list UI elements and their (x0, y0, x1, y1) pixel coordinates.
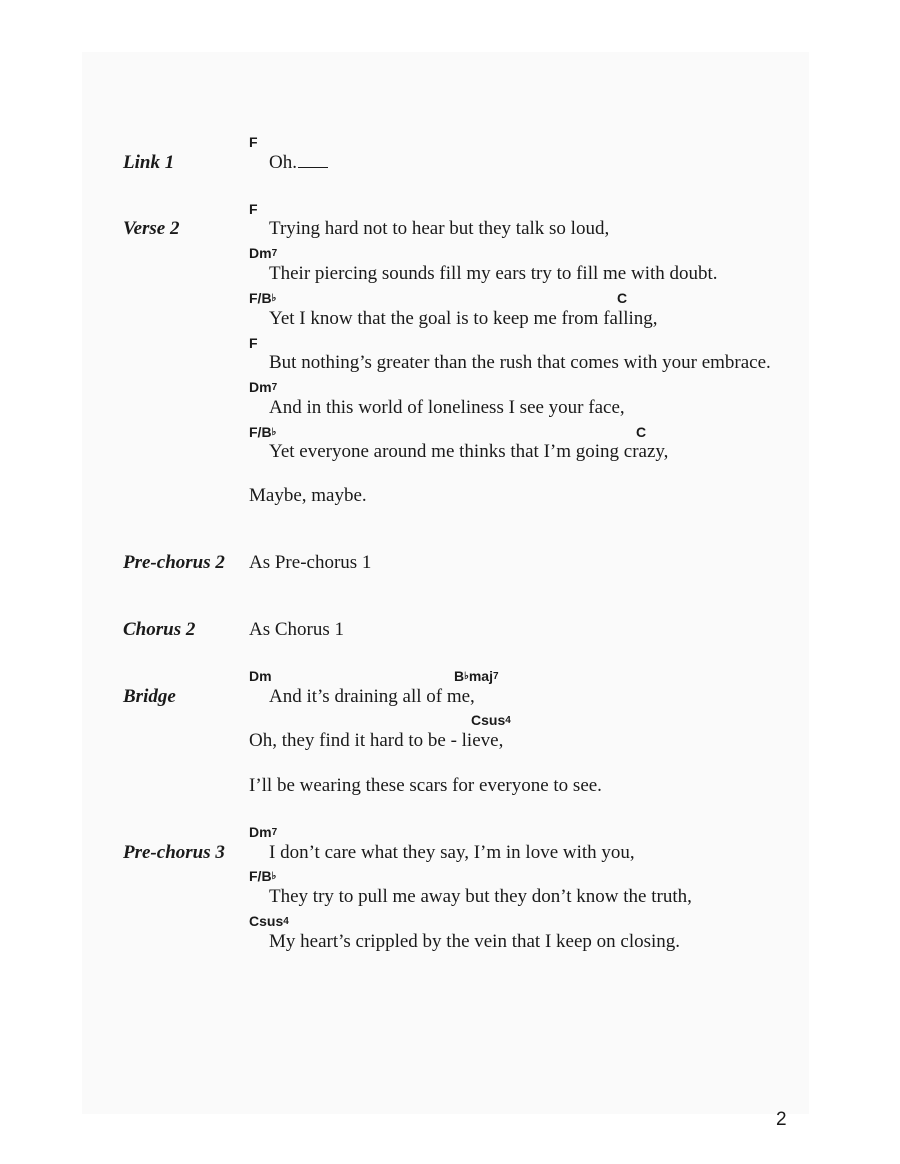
lyric-line: Yet everyone around me thinks that I’m going crazy, (269, 441, 669, 462)
section-reference: As Pre-chorus 1 (249, 552, 372, 573)
section-reference: As Chorus 1 (249, 619, 345, 640)
section-label-chorus2: Chorus 2 (123, 619, 196, 640)
chord-extension: 7 (271, 827, 278, 838)
chord-root: Dm (249, 824, 272, 840)
lyric-line: My heart’s crippled by the vein that I keep on closing. (269, 931, 681, 952)
chord (471, 712, 511, 728)
chord: F (249, 134, 258, 150)
lyric-text: Oh. (269, 152, 297, 173)
section-label-link1: Link 1 (123, 152, 175, 173)
chord (249, 424, 276, 440)
section-label-verse2: Verse 2 (123, 218, 180, 239)
chord-quality: maj (468, 668, 493, 684)
chord: F (249, 335, 258, 351)
chord-root: F/B (249, 424, 272, 440)
chord-root: F/B (249, 290, 272, 306)
lyric-line: And it’s draining all of me, (269, 686, 475, 707)
chord: Dm (249, 668, 272, 684)
chord-extension: 7 (492, 671, 499, 682)
page-sheet (82, 52, 809, 1114)
lyric-line: I’ll be wearing these scars for everyone to see. (249, 775, 602, 796)
lyric-line (269, 152, 328, 174)
chord-extension: 4 (283, 916, 289, 927)
lyric-line: Trying hard not to hear but they talk so loud, (269, 218, 610, 239)
lyric-line: Yet I know that the goal is to keep me from falling, (269, 308, 658, 329)
lyric-line: But nothing’s greater than the rush that comes with your embrace. (269, 352, 771, 373)
chord (454, 668, 499, 684)
chord-root: B (454, 668, 465, 684)
lyric-line: Their piercing sounds fill my ears try to fill me with doubt. (269, 263, 718, 284)
chord (249, 913, 289, 929)
lyric-line: Maybe, maybe. (249, 485, 367, 506)
chord-root: F/B (249, 868, 272, 884)
lyric-line: Oh, they find it hard to be - lieve, (249, 730, 504, 751)
chord-root: Dm (249, 379, 272, 395)
chord (249, 379, 277, 395)
chord-root: Csus (471, 712, 506, 728)
section-label-prechorus3: Pre-chorus 3 (123, 842, 225, 863)
chord-root: Csus (249, 913, 284, 929)
chord: C (636, 424, 647, 440)
chord (249, 868, 276, 884)
section-label-prechorus2: Pre-chorus 2 (123, 552, 225, 573)
chord-extension: 4 (505, 715, 511, 726)
chord (249, 290, 276, 306)
flat-sign: ♭ (271, 871, 277, 882)
lyric-line: They try to pull me away but they don’t know the truth, (269, 886, 692, 907)
section-label-bridge: Bridge (123, 686, 176, 707)
chord-root: Dm (249, 245, 272, 261)
chord: C (617, 290, 628, 306)
extension-line (298, 167, 328, 168)
chord (249, 824, 277, 840)
page-number: 2 (776, 1109, 787, 1130)
flat-sign: ♭ (464, 671, 469, 682)
chord: F (249, 201, 258, 217)
flat-sign: ♭ (271, 427, 277, 438)
chord-extension: 7 (271, 382, 278, 393)
chord-extension: 7 (271, 248, 278, 259)
lyric-line: I don’t care what they say, I’m in love with you, (269, 842, 635, 863)
chord (249, 245, 277, 261)
flat-sign: ♭ (271, 293, 277, 304)
lyric-line: And in this world of loneliness I see your face, (269, 397, 625, 418)
